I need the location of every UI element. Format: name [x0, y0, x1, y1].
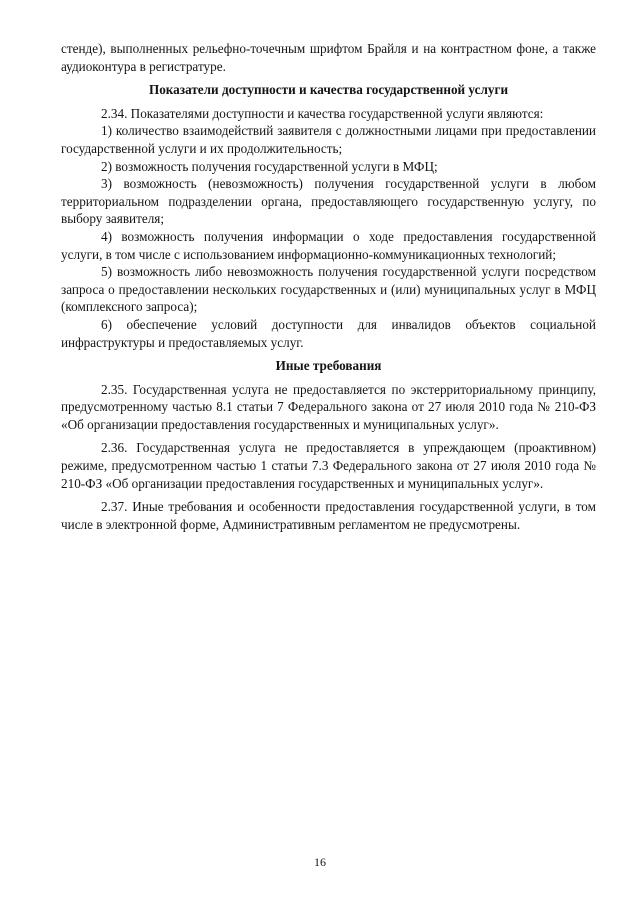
list-item: 5) возможность либо невозможность получения государственной услуги посредством запроса о предоставлении нескольких государственных и (или) муниципальных услуг в МФЦ (комплексного запроса); — [61, 264, 596, 315]
paragraph-2-34: 2.34. Показателями доступности и качества государственной услуги являются: — [101, 105, 544, 121]
list-item: 3) возможность (невозможность) получения государственной услуги в любом территориальном подразделении органа, предоставляющего государственную услугу, по выбору заявителя; — [61, 176, 596, 227]
page-number: 16 — [314, 855, 326, 869]
paragraph-2-35: 2.35. Государственная услуга не предоставляется по экстерриториальному принципу, предусмотренному частью 8.1 статьи 7 Федерального закона от 27 июля 2010 года № 210-ФЗ «Об организации предоставления государственных и муниципальных услуг». — [61, 381, 596, 432]
paragraph-2-36: 2.36. Государственная услуга не предоставляется в упреждающем (проактивном) режиме, предусмотренном частью 1 статьи 7.3 Федерального закона от 27 июля 2010 года № 210-ФЗ «Об организации предоставления государственных и муниципальных услуг». — [61, 440, 596, 491]
continuation-paragraph: стенде), выполненных рельефно-точечным шрифтом Брайля и на контрастном фоне, а также аудиоконтура в регистратуре. — [61, 41, 596, 74]
list-item: 2) возможность получения государственной услуги в МФЦ; — [101, 158, 438, 174]
list-item: 6) обеспечение условий доступности для инвалидов объектов социальной инфраструктуры и предоставляемых услуг. — [61, 316, 596, 350]
section-heading-accessibility: Показатели доступности и качества государственной услуги — [148, 82, 509, 98]
section-heading-other-requirements: Иные требования — [275, 358, 382, 374]
paragraph-2-37: 2.37. Иные требования и особенности предоставления государственной услуги, в том числе в электронной форме, Административным регламентом не предусмотрены. — [61, 499, 596, 532]
list-item: 4) возможность получения информации о ходе предоставления государственной услуги, в том числе с использованием информационно-коммуникационных технологий; — [61, 228, 596, 262]
document-body — [61, 40, 596, 533]
list-item: 1) количество взаимодействий заявителя с должностными лицами при предоставлении государственной услуги и их продолжительность; — [61, 123, 596, 156]
